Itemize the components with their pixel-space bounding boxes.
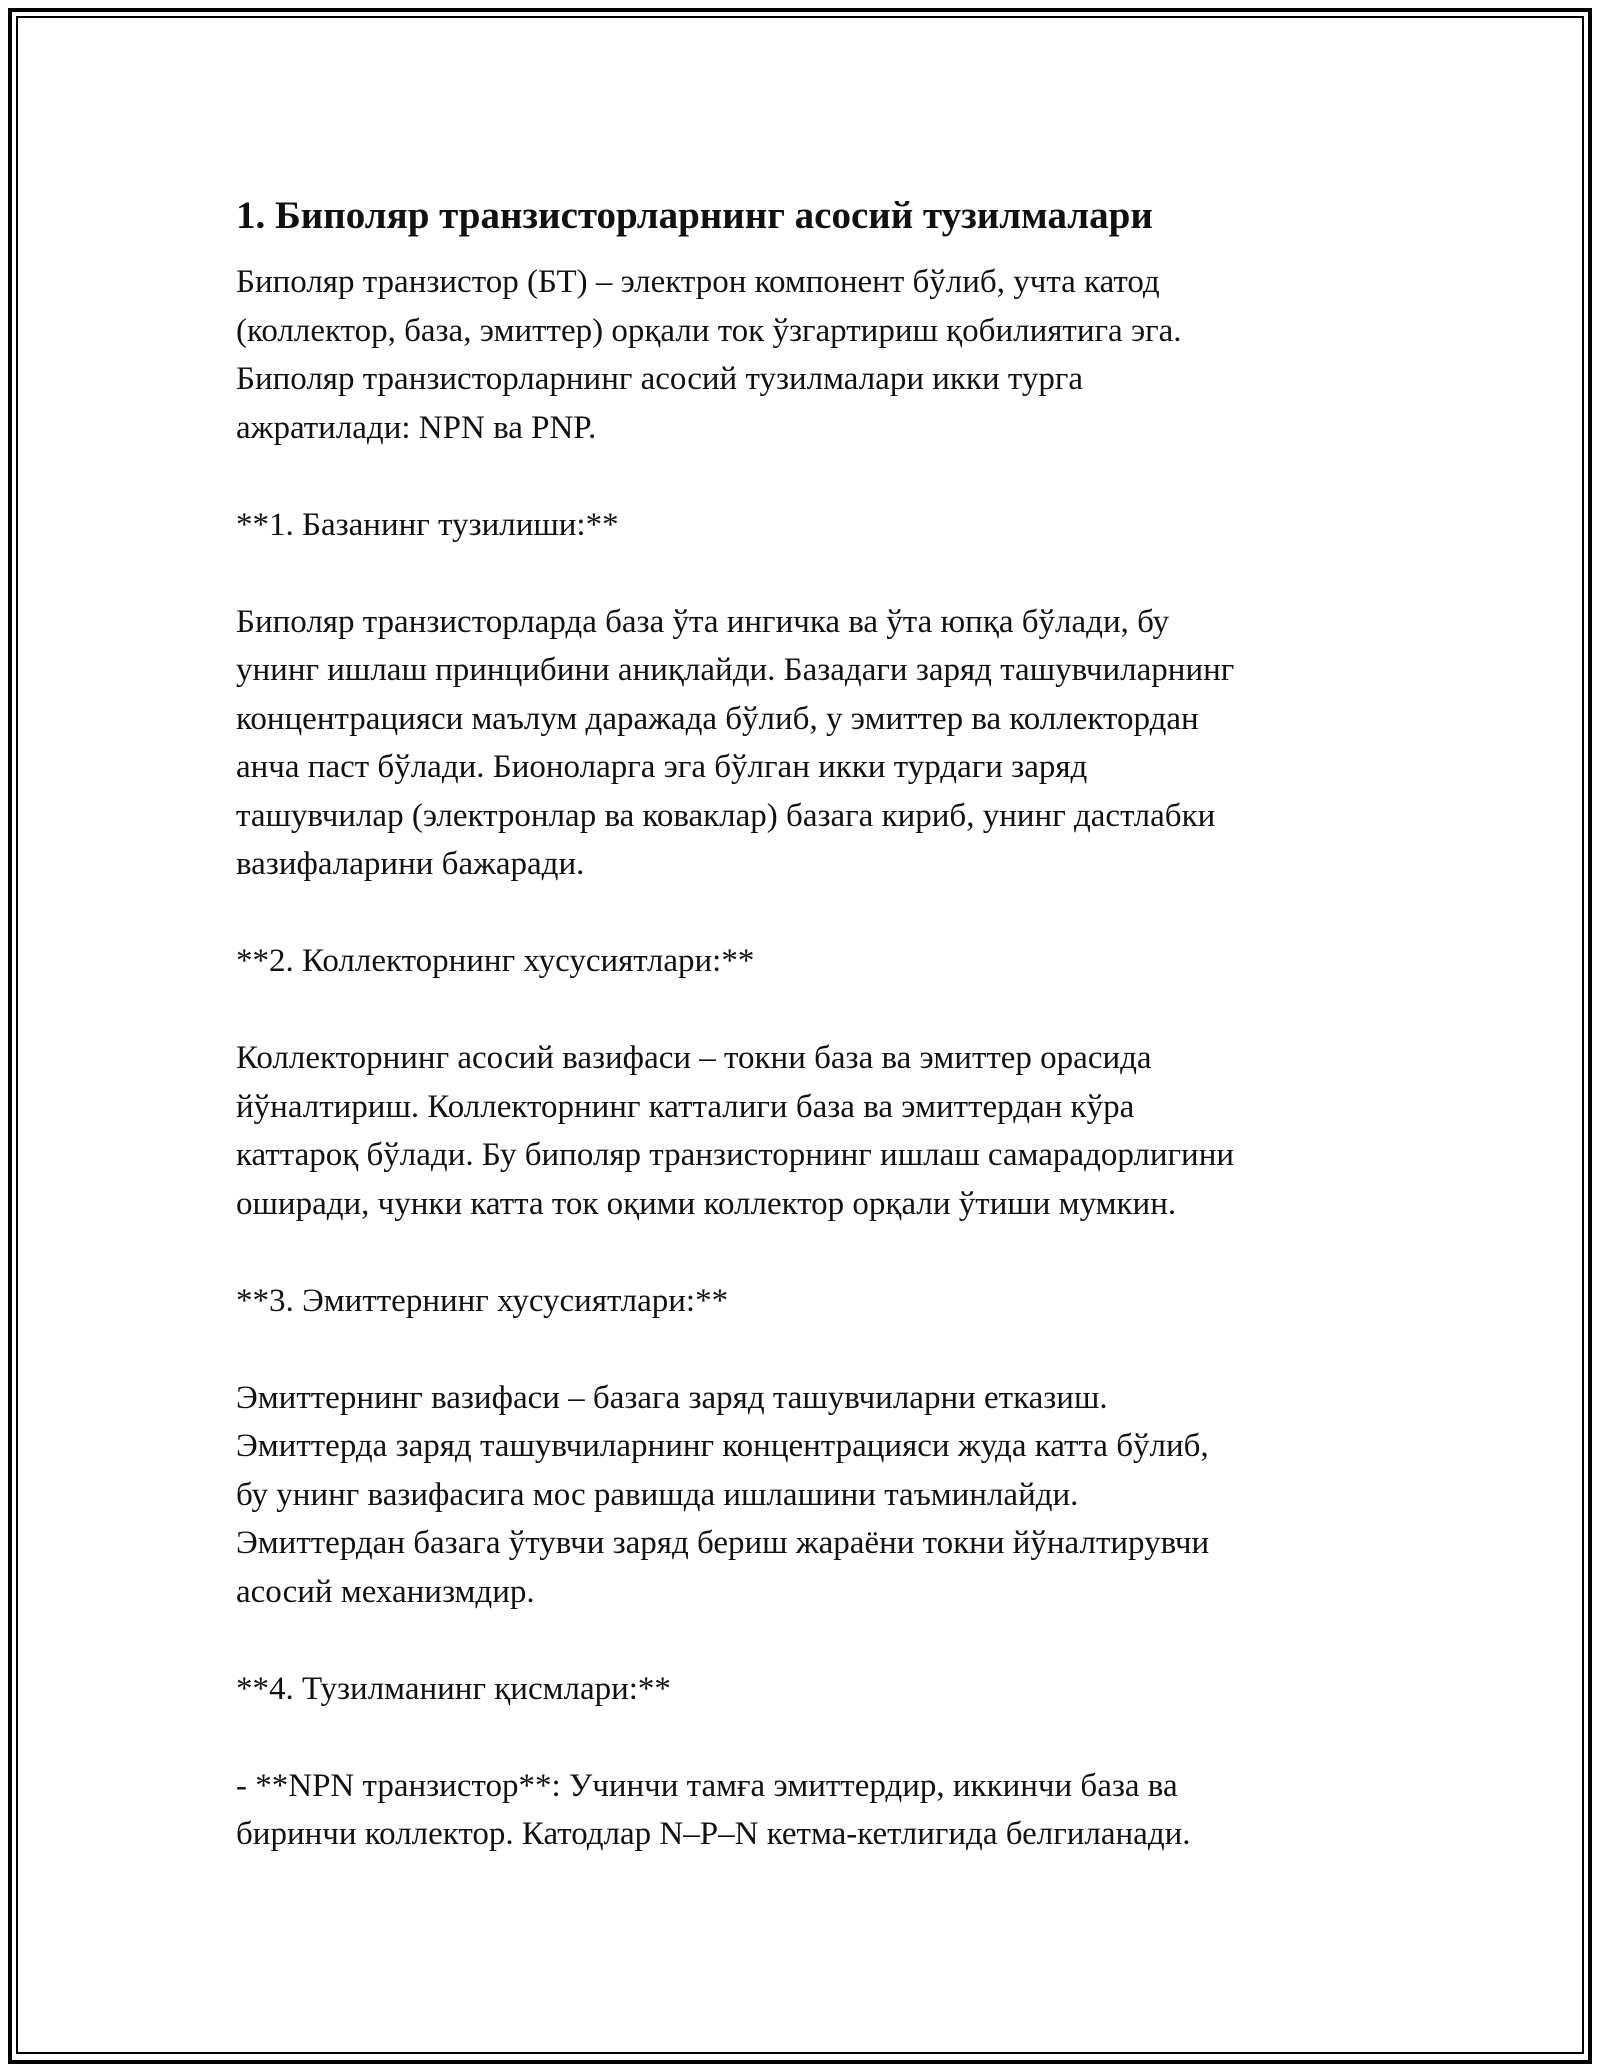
base-paragraph bbox=[236, 598, 1386, 889]
section-heading-collector bbox=[236, 937, 1386, 986]
text-line: бу унинг вазифасига мос равишда ишлашини таъминлайди. bbox=[236, 1476, 1079, 1513]
section-heading-emitter bbox=[236, 1277, 1386, 1326]
text-line: каттароқ бўлади. Бу биполяр транзисторнинг ишлаш самарадорлигини bbox=[236, 1137, 1235, 1173]
section-heading-parts bbox=[236, 1665, 1386, 1714]
text-line: **4. Тузилманинг қисмлари:** bbox=[236, 1670, 671, 1707]
text-line: **2. Коллекторнинг хусусиятлари:** bbox=[236, 943, 755, 979]
text-line: Биполяр транзистор (БТ) – электрон компонент бўлиб, учта катод bbox=[236, 264, 1160, 300]
text-line: унинг ишлаш принцибини аниқлайди. Базадаги заряд ташувчиларнинг bbox=[236, 652, 1235, 688]
text-line: Коллекторнинг асосий вазифаси – токни база ва эмиттер орасида bbox=[236, 1040, 1152, 1076]
text-line: биринчи коллектор. Катодлар N–P–N кетма-кетлигида белгиланади. bbox=[236, 1816, 1191, 1852]
collector-paragraph bbox=[236, 1034, 1386, 1228]
text-line: асосий механизмдир. bbox=[236, 1573, 535, 1610]
intro-paragraph bbox=[236, 258, 1386, 452]
text-line: анча паст бўлади. Бионоларга эга бўлган икки турдаги заряд bbox=[236, 749, 1088, 785]
text-line: ажратилади: NPN ва PNP. bbox=[236, 409, 597, 446]
text-line: вазифаларини бажаради. bbox=[236, 846, 585, 882]
npn-list-item bbox=[236, 1762, 1386, 1859]
text-line: - **NPN транзистор**: Учинчи тамға эмиттердир, иккинчи база ва bbox=[236, 1767, 1178, 1804]
text-line: Эмиттерда заряд ташувчиларнинг концентрацияси жуда катта бўлиб, bbox=[236, 1428, 1209, 1464]
text-line: **3. Эмиттернинг хусусиятлари:** bbox=[236, 1282, 729, 1319]
emitter-paragraph bbox=[236, 1374, 1386, 1617]
text-line: Биполяр транзисторларнинг асосий тузилмалари икки турга bbox=[236, 361, 1084, 397]
text-line: Эмиттердан базага ўтувчи заряд бериш жараёни токни йўналтирувчи bbox=[236, 1525, 1210, 1561]
section-heading-base bbox=[236, 501, 1386, 550]
document-title: 1. Биполяр транзисторларнинг асосий тузилмалари bbox=[236, 194, 1153, 237]
text-line: (коллектор, база, эмиттер) орқали ток ўзгартириш қобилиятига эга. bbox=[236, 312, 1182, 349]
text-line: ташувчилар (электронлар ва коваклар) базага кириб, унинг дастлабки bbox=[236, 797, 1216, 834]
text-line: йўналтириш. Коллекторнинг катталиги база ва эмиттердан кўра bbox=[236, 1088, 1135, 1125]
text-line: оширади, чунки катта ток оқими коллектор орқали ўтиши мумкин. bbox=[236, 1185, 1177, 1222]
document-body bbox=[236, 190, 1386, 1907]
text-line: **1. Базанинг тузилиши:** bbox=[236, 506, 619, 543]
text-line: Эмиттернинг вазифаси – базага заряд ташувчиларни етказиш. bbox=[236, 1379, 1108, 1416]
text-line: Биполяр транзисторларда база ўта ингичка ва ўта юпқа бўлади, бу bbox=[236, 603, 1170, 640]
text-line: концентрацияси маълум даражада бўлиб, у эмиттер ва коллектордан bbox=[236, 700, 1199, 737]
